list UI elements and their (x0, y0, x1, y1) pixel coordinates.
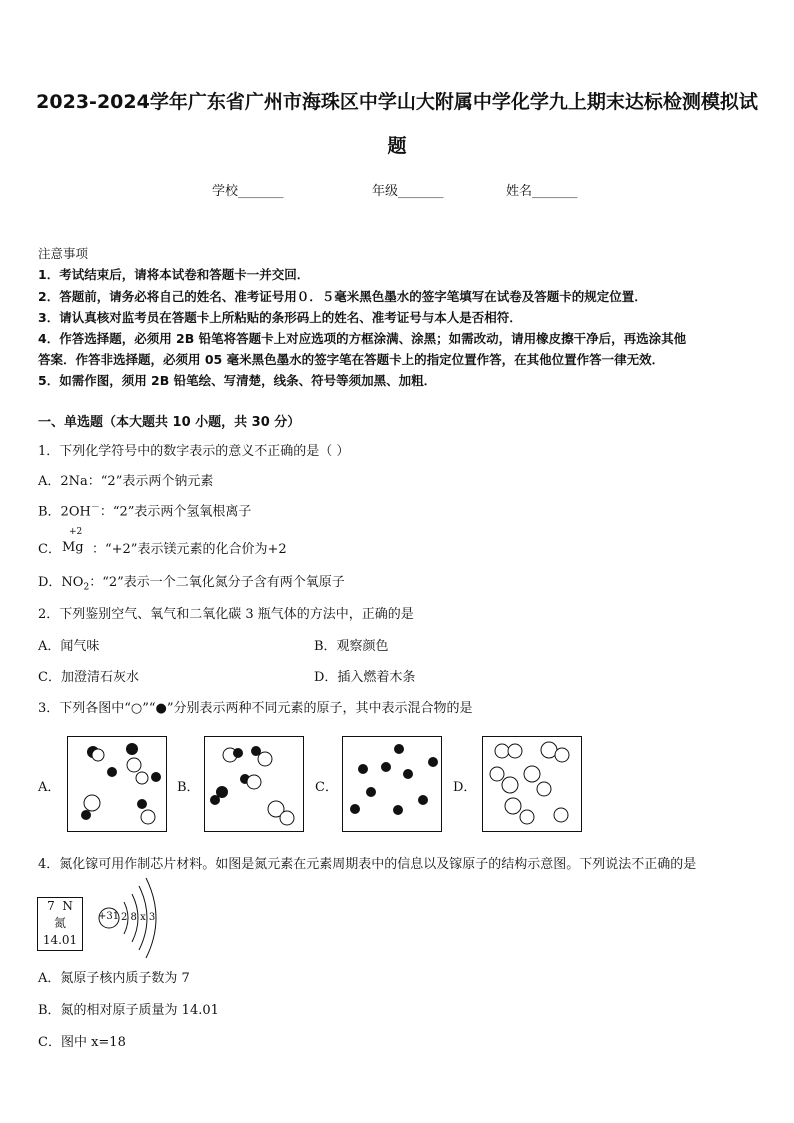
q3-label-d[interactable]: D． (453, 780, 477, 795)
black-atom (381, 762, 391, 772)
element-mass: 14.01 (42, 933, 78, 947)
q4-stem: 4．氮化镓可用作制芯片材料。如图是氮元素在元素周期表中的信息以及镓原子的结构示意图。下列说法不正确的是 (38, 857, 697, 872)
notice-item-5: 5．如需作图，须用 2B 铅笔绘、写清楚，线条、符号等须加黑、加粗． (38, 373, 437, 388)
white-atom (555, 748, 569, 762)
q2-stem: 2．下列鉴别空气、氧气和二氧化碳 3 瓶气体的方法中，正确的是 (38, 607, 414, 622)
notice-item-1: 1．考试结束后，请将本试卷和答题卡一并交回． (38, 267, 310, 282)
notice-item-4-cont: 答案．作答非选择题，必须用 05 毫米黑色墨水的签字笔在答题卡上的指定位置作答，在其他位置作答一律无效． (38, 352, 665, 367)
white-atom (280, 811, 294, 825)
grade-field[interactable]: 年级_______ (372, 184, 444, 199)
white-atom (554, 808, 568, 822)
black-atom (107, 767, 117, 777)
q3-diagram-a[interactable] (67, 736, 167, 832)
q1-option-b[interactable]: B．2OH－：“2”表示两个氢氧根离子 (38, 503, 252, 520)
white-atom (141, 810, 155, 824)
notice-item-3: 3．请认真核对监考员在答题卡上所粘贴的条形码上的姓名、准考证号与本人是否相符． (38, 310, 522, 325)
name-field[interactable]: 姓名_______ (506, 184, 578, 199)
black-atom (418, 795, 428, 805)
q2-option-c[interactable]: C．加澄清石灰水 (38, 670, 139, 685)
white-atom (508, 744, 522, 758)
black-atom (151, 772, 161, 782)
white-atom (84, 795, 100, 811)
school-field[interactable]: 学校_______ (212, 184, 284, 199)
nucleus-charge: +31 (98, 911, 120, 922)
white-atom (92, 749, 104, 761)
q2-option-a[interactable]: A．闻气味 (38, 639, 100, 654)
shell-electrons: 2 8 x 3 (121, 912, 156, 923)
white-atom (520, 810, 534, 824)
black-atom (233, 748, 243, 758)
q2-option-d[interactable]: D．插入燃着木条 (314, 670, 416, 685)
white-atom (258, 752, 272, 766)
page-title (30, 80, 764, 168)
black-atom (358, 764, 368, 774)
white-atom (524, 766, 540, 782)
element-number-symbol: 7 N (47, 899, 73, 913)
black-atom (126, 743, 138, 755)
q3-label-b[interactable]: B． (177, 780, 200, 795)
section-heading: 一、单选题（本大题共 10 小题，共 30 分） (38, 415, 301, 430)
black-atom (428, 757, 438, 767)
q1-option-a[interactable]: A．2Na：“2”表示两个钠元素 (38, 474, 214, 489)
black-atom (403, 769, 413, 779)
q1-option-d[interactable]: D．$NO_2$：“2”表示一个二氧化氮分子含有两个氧原子 (38, 575, 345, 593)
white-atom (490, 767, 504, 781)
q4-option-b[interactable]: B．氮的相对原子质量为 14.01 (38, 1003, 219, 1018)
white-atom (127, 758, 141, 772)
white-atom (495, 744, 509, 758)
white-atom (537, 782, 551, 796)
q3-stem: 3．下列各图中“○”“●”分别表示两种不同元素的原子，其中表示混合物的是 (38, 701, 473, 716)
q3-diagram-c[interactable] (342, 736, 442, 832)
white-atom (247, 775, 261, 789)
q4-option-a[interactable]: A．氮原子核内质子数为 7 (38, 971, 190, 986)
black-atom (350, 804, 360, 814)
black-atom (366, 787, 376, 797)
black-atom (137, 799, 147, 809)
q2-option-b[interactable]: B．观察颜色 (314, 639, 389, 654)
white-atom (136, 772, 148, 784)
periodic-table-cell (37, 897, 83, 951)
notice-item-4: 4．作答选择题，必须用 2B 铅笔将答题卡上对应选项的方框涂满、涂黑；如需改动，请用橡皮擦干净后，再选涂其他 (38, 331, 687, 346)
q3-diagram-d[interactable] (482, 736, 582, 832)
notice-item-2: 2．答题前，请务必将自己的姓名、准考证号用０．５毫米黑色墨水的签字笔填写在试卷及答题卡的规定位置． (38, 289, 647, 304)
gallium-atom-structure (92, 876, 172, 962)
q3-diagram-b[interactable] (204, 736, 304, 832)
title-line-1: 2023-2024学年广东省广州市海珠区中学山大附属中学化学九上期末达标检测模拟试 (36, 91, 758, 113)
element-name: 氮 (53, 916, 66, 930)
notice-heading: 注意事项 (38, 246, 89, 261)
title-line-2: 题 (387, 135, 407, 157)
q3-label-a[interactable]: A． (38, 780, 61, 795)
q3-label-c[interactable]: C． (315, 780, 338, 795)
white-atom (502, 777, 518, 793)
black-atom (81, 810, 91, 820)
black-atom (393, 805, 403, 815)
q4-option-c[interactable]: C．图中 x=18 (38, 1035, 126, 1050)
black-atom (216, 786, 228, 798)
white-atom (505, 798, 521, 814)
black-atom (394, 744, 404, 754)
q1-stem: 1．下列化学符号中的数字表示的意义不正确的是（ ） (38, 444, 350, 459)
